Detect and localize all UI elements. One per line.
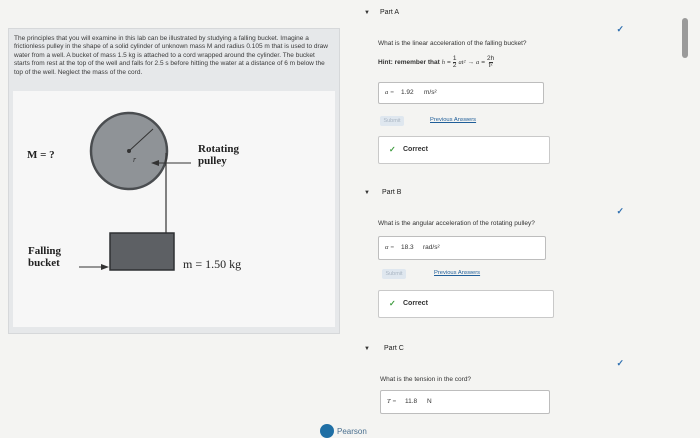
part-a-answer-box[interactable] bbox=[378, 82, 544, 104]
part-b-answer-box[interactable] bbox=[378, 236, 546, 260]
problem-statement: The principles that you will examine in this lab can be illustrated by studying a falling bucket. Imagine a frictionless pulley in the shape of a solid cylinder of unknown mass M and radius 0.105 m that is used to draw water from a well. A bucket of mass 1.5 kg is attached to a cord wrapped around the cylinder. The bucket starts from rest at the top of the well and falls for 2.5 s before hitting the water at a distance of 6 m below the top of the well. Neglect the mass of the cord. bbox=[14, 35, 328, 76]
part-a-correct-label: Correct bbox=[403, 146, 428, 153]
rotating-label: Rotating bbox=[198, 143, 239, 155]
hint-eq: = bbox=[447, 59, 451, 66]
part-b-answer-unit: rad/s² bbox=[423, 244, 440, 251]
pulley-diagram bbox=[13, 91, 335, 327]
hint-h: h bbox=[441, 59, 446, 66]
part-c-title[interactable]: Part C bbox=[384, 345, 404, 352]
part-a-caret-icon[interactable]: ▼ bbox=[364, 10, 370, 16]
part-a-check-icon: ✓ bbox=[616, 24, 624, 34]
part-a-answer-var: a = bbox=[385, 89, 395, 96]
hint-eq2: = bbox=[481, 59, 485, 66]
bucket-label: bucket bbox=[28, 257, 60, 269]
part-b-question: What is the angular acceleration of the rotating pulley? bbox=[378, 220, 535, 227]
part-b-title[interactable]: Part B bbox=[382, 189, 402, 196]
part-a-submit-button[interactable]: Submit bbox=[380, 116, 404, 126]
part-a-correct-banner bbox=[378, 136, 550, 164]
part-a-question: What is the linear acceleration of the falling bucket? bbox=[378, 40, 527, 47]
part-b-caret-icon[interactable]: ▼ bbox=[364, 190, 370, 196]
part-c-answer-value: 11.8 bbox=[405, 398, 418, 405]
hint-at2: at² bbox=[458, 59, 466, 66]
part-a-correct-check-icon: ✓ bbox=[389, 145, 396, 154]
pulley-label: pulley bbox=[198, 155, 227, 167]
bucket-mass-label: m = 1.50 kg bbox=[183, 257, 242, 271]
hint-frac2-den: t² bbox=[488, 62, 493, 69]
scrollbar-thumb[interactable] bbox=[682, 18, 688, 58]
part-b-answer-var: α = bbox=[385, 244, 395, 251]
part-b-previous-answers-link[interactable]: Previous Answers bbox=[434, 270, 481, 276]
part-c-answer-var: T = bbox=[387, 398, 397, 405]
scrollbar[interactable] bbox=[682, 0, 688, 434]
hint-prefix: Hint: remember that bbox=[378, 59, 440, 66]
radius-label: r bbox=[133, 155, 137, 164]
bucket bbox=[110, 233, 174, 270]
part-b-correct-check-icon: ✓ bbox=[389, 299, 396, 308]
part-a-previous-answers-link[interactable]: Previous Answers bbox=[430, 117, 477, 123]
hint-frac2-num: 2h bbox=[487, 55, 495, 62]
part-c-answer-box[interactable] bbox=[380, 390, 550, 414]
pearson-logo bbox=[320, 424, 367, 438]
part-b-submit-button[interactable]: Submit bbox=[382, 269, 406, 279]
hint-fraction-2 bbox=[487, 56, 494, 69]
hint-arrow: → bbox=[467, 59, 474, 66]
part-a-answer-unit: m/s² bbox=[424, 89, 437, 96]
part-c-check-icon: ✓ bbox=[616, 358, 624, 368]
part-b-answer-value: 18.3 bbox=[401, 244, 414, 251]
questions-column bbox=[337, 0, 676, 436]
part-c-question: What is the tension in the cord? bbox=[380, 376, 472, 383]
bucket-arrowhead bbox=[101, 264, 109, 270]
hint-frac1-den: 2 bbox=[452, 62, 457, 69]
problem-panel bbox=[8, 28, 340, 334]
part-c-answer-unit: N bbox=[427, 398, 432, 405]
pulley-diagram-svg bbox=[13, 91, 335, 327]
pulley-axle bbox=[127, 149, 131, 153]
part-b-check-icon: ✓ bbox=[616, 206, 624, 216]
falling-label: Falling bbox=[28, 245, 62, 257]
part-c-caret-icon[interactable]: ▼ bbox=[364, 346, 370, 352]
hint-fraction-1 bbox=[453, 56, 457, 69]
part-b-correct-label: Correct bbox=[403, 300, 428, 307]
pearson-logo-icon bbox=[320, 424, 334, 438]
hint-frac1-num: 1 bbox=[452, 55, 457, 62]
pearson-logo-text: Pearson bbox=[337, 426, 367, 436]
part-b-correct-banner bbox=[378, 290, 554, 318]
mass-label: M = ? bbox=[27, 149, 55, 161]
hint-a: a bbox=[475, 59, 480, 66]
part-a-answer-value: 1.92 bbox=[401, 89, 414, 96]
part-a-hint bbox=[378, 56, 494, 69]
part-a-title[interactable]: Part A bbox=[380, 9, 400, 16]
